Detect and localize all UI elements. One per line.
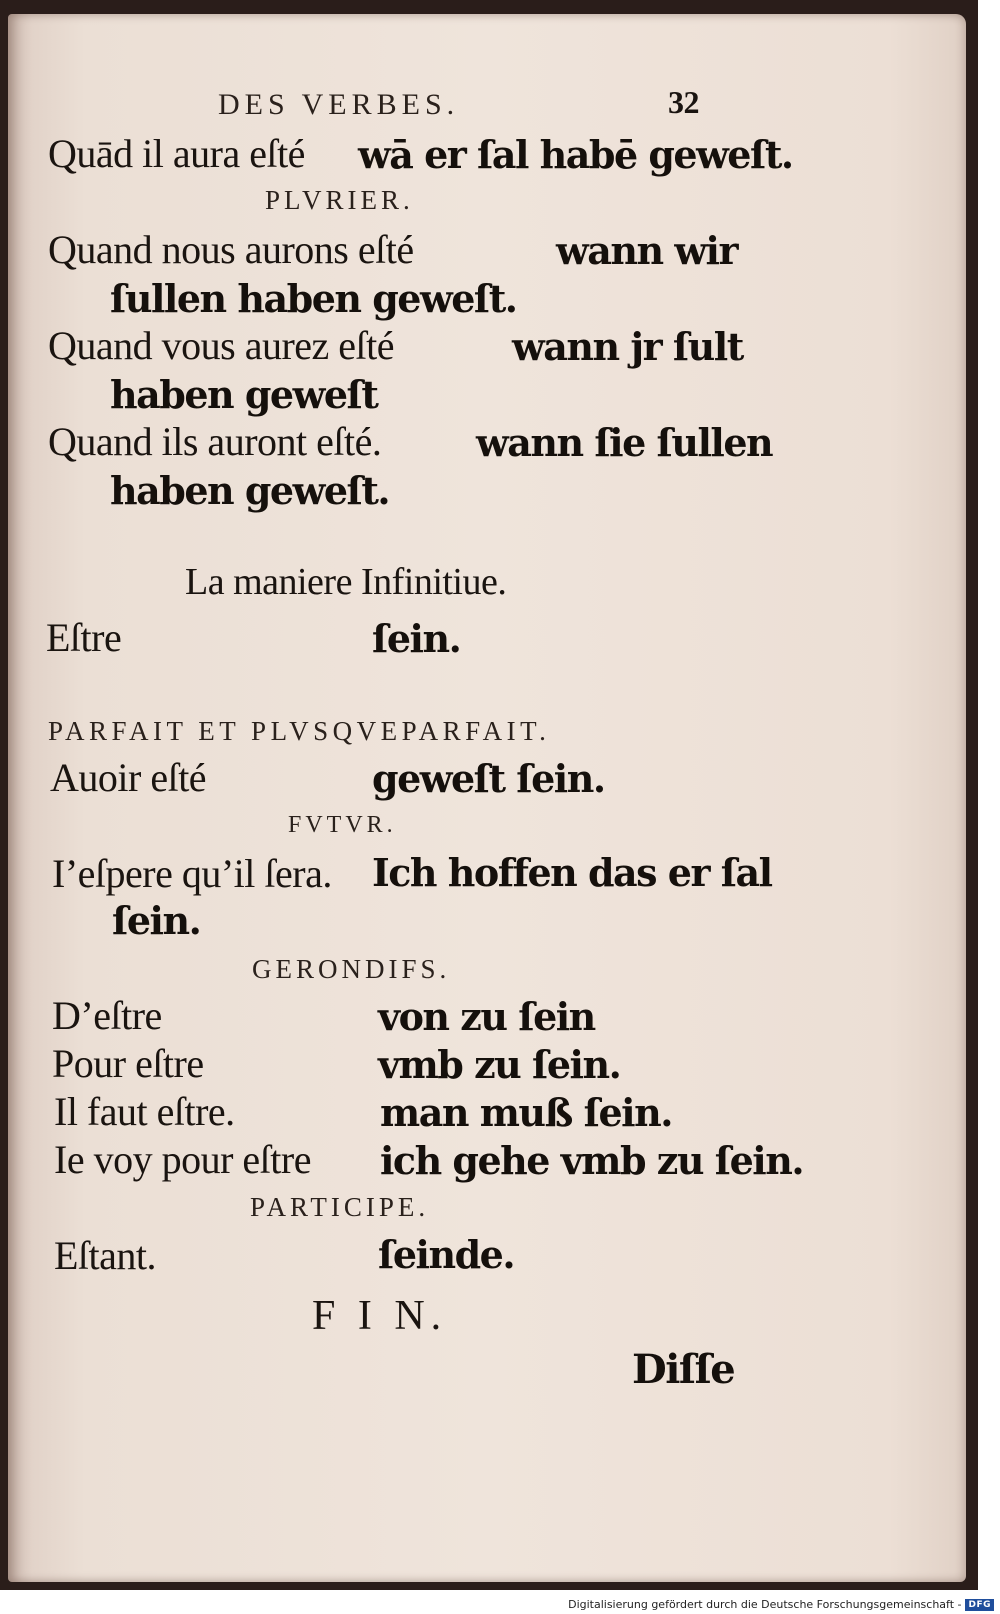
french-line: Eſtant. [54, 1233, 157, 1278]
running-head-title: DES VERBES. [218, 88, 460, 121]
french-line: Il faut eſtre. [54, 1089, 235, 1134]
french-line: Quand vous aurez eſté [48, 323, 395, 368]
french-line: I’eſpere qu’il ſera. [52, 851, 332, 896]
german-line: vmb zu ſein. [378, 1042, 621, 1087]
french-line: Quand nous aurons eſté [48, 227, 414, 272]
fin-heading: F I N. [312, 1293, 448, 1339]
french-line: D’eſtre [52, 993, 162, 1038]
french-line: Quād il aura eſté [48, 131, 305, 176]
digitization-credit [568, 1598, 994, 1611]
french-line: Quand ils auront eſté. [48, 419, 382, 464]
french-line: Auoir eſté [50, 755, 207, 800]
german-line: wann jr ſult [512, 324, 743, 369]
german-continuation: haben geweſt [110, 372, 378, 417]
german-line: geweſt ſein. [372, 756, 605, 801]
german-line: ich gehe vmb zu ſein. [380, 1138, 804, 1183]
german-line: ſeinde. [378, 1232, 515, 1277]
german-line: wann ſie ſullen [476, 420, 773, 465]
german-line: man muß ſein. [380, 1090, 672, 1135]
french-line: Pour eſtre [52, 1041, 204, 1086]
section-heading: PLVRIER. [265, 185, 414, 215]
dfg-logo: DFG [965, 1599, 994, 1611]
section-heading: PARTICIPE. [250, 1192, 430, 1222]
german-line: wann wir [556, 228, 737, 273]
german-line: ſein. [372, 616, 461, 661]
section-heading: FVTVR. [288, 812, 397, 838]
french-line: Eſtre [46, 615, 122, 660]
section-heading: La maniere Infinitiue. [185, 561, 507, 603]
french-line: Ie voy pour eſtre [54, 1137, 311, 1182]
german-line: Ich hoffen das er ſal [372, 850, 772, 895]
section-heading: PARFAIT ET PLVSQVEPARFAIT. [48, 716, 551, 746]
german-continuation: ſein. [112, 898, 201, 943]
page-number: 32 [668, 84, 699, 120]
german-line: wā er ſal habē geweſt. [358, 132, 793, 177]
german-line: von zu ſein [378, 994, 595, 1039]
section-heading: GERONDIFS. [252, 954, 451, 984]
german-continuation: ſullen haben geweſt. [110, 276, 517, 321]
german-continuation: haben geweſt. [110, 468, 390, 513]
catchword: Diſſe [632, 1346, 735, 1393]
credit-text: Digitalisierung gefördert durch die Deutsche Forschungsgemeinschaft - [568, 1598, 962, 1611]
